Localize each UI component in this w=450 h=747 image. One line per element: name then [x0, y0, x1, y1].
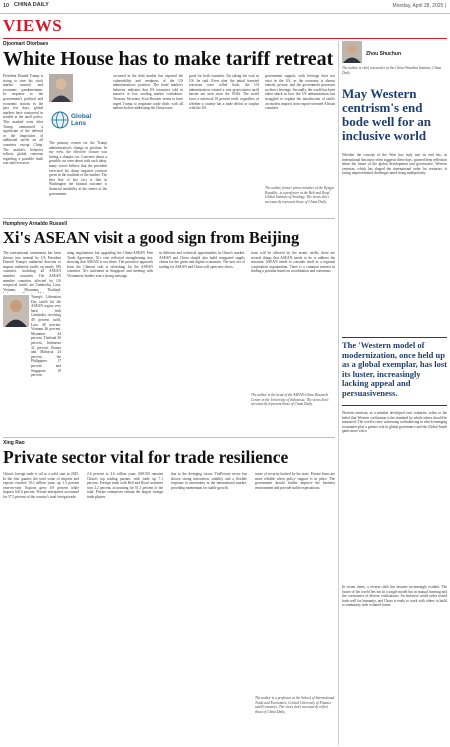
article-body-col: good for both countries. I'm taking the wait as US. he said. Even after the initial frenzied reactions were rolled back, the US administration created a vast protectionist tariff barrier not seen since the 1930s. The world faces a universal 10 percent tariff, regardless of whether a country has a trade deficit or surplus with the US. — [189, 74, 259, 111]
article-body-col: President Donald Trump is trying to save his stock market turmoil and economic pandemonium. In response to the government's political and economic actions in the past few days, global markets have contracted in trouble at the tariff policy. This marked even after Trump announced a significant of the deferral or the imposition of additional tariffs on all countries except China. The market's behavior reflects global concerns regarding a possible trade war and recession. — [3, 74, 43, 166]
dateline: Monday, April 28, 2025 | — [392, 3, 446, 9]
article-byline: Djoomart Otorbaev — [3, 41, 49, 47]
divider — [3, 437, 335, 438]
article-headline: Xi's ASEAN visit a good sign from Beijing — [3, 228, 300, 247]
article-asean — [3, 221, 335, 435]
divider — [3, 218, 335, 219]
author-photo — [342, 41, 362, 63]
author-bio: The author is a professor at the School of International Trade and Economics, Central University of Finance and Economics. The views don't necessarily reflect those of China Daily. — [255, 696, 335, 714]
author-bio: The author is chief researcher at the China-Wenzhou Institute, China Daily — [342, 66, 442, 75]
article-body-col: tions will be affected by the erratic tariffs, there are several things that ASEAN needs to do to address the situation. ASEAN needs to consider itself as a regional cooperation organization. There is a common interest in finding a position based on coordination and consensus. — [251, 251, 335, 274]
pull-quote-rule — [342, 405, 447, 406]
article-body-col: occurred in the debt market has exposed the vulnerability and weakness of the US administration's position. The bond market's behavior indicates that US treasuries sold in massive at low, eroding market confidence. Treasury Secretary Scott Bessent seems to have urged Trump to negotiate trade deals with all nations before addressing the China issue. — [113, 74, 183, 111]
section-title: VIEWS — [3, 16, 63, 35]
article-body-col: line to the diverging forces. ThePrivate sector has shown strong innovation, stability and a flexible response to uncertainty in the international market, providing momentum for stable growth. — [171, 472, 247, 490]
column-divider — [338, 41, 339, 745]
global-lens-label: Global Lens — [71, 113, 92, 127]
article-byline: Xing Rao — [3, 440, 25, 446]
newspaper-logo: CHINA DAILY — [14, 2, 49, 8]
author-bio: The author is the head of the ASEAN-China Research Center in the University of Indonesia. The views don't necessarily represent those of China Daily. — [251, 393, 329, 406]
article-byline: Zhou Shuchun — [366, 51, 401, 57]
author-photo — [3, 295, 29, 327]
article-headline: White House has to make tariff retreat — [3, 48, 334, 70]
article-body-col: China's foreign trade is off to a solid start in 2025. In the first quarter, the total value of imports and exports reached 10.3 trillion yuan, up 1.3 percent year-on-year. Exports grew 6.9 percent while imports fell 6 percent. Private enterprises accounted for 57.3 percent of the country's total foreign trade. — [3, 472, 79, 499]
article-tariff — [3, 41, 335, 216]
page-number: 10 — [3, 3, 10, 9]
article-body-col: Western centrism, as a mindset developed over centuries, refers to the belief that Western civilization is the standard by which others should be measured. The world is now witnessing a rebalancing in which emerging economies play a greater role in global governance and the Global South gains more voice. — [342, 411, 447, 434]
article-body-col: In recent times, a reverse shift has become increasingly evident. The future of the world lies not in a single model but in mutual learning and the coexistence of diverse civilizations. An inclusive world order would bode well for humanity, and China is ready to work with others to build a community with a shared future. — [342, 585, 447, 608]
global-lens-logo — [49, 103, 99, 137]
article-headline: Private sector vital for trade resilience — [3, 447, 289, 467]
article-body-col: The international community has been thrown into turmoil by US President Donald Trump's unilateral decision to impose unilateral tariffs on nearly 180 countries, including all ASEAN member countries. The ASEAN member countries affected by US reciprocal tariffs are Cambodia, Laos, Vietnam, Myanmar, Thailand, — [3, 251, 61, 292]
pull-quote: The 'Western model of modernization, once held up as a global exemplar, has lost its luster, increasingly lacking appeal and persuasiveness. — [342, 341, 447, 398]
globe-icon — [51, 111, 69, 129]
author-bio: The author, former prime minister of the Kyrgyz Republic, is a professor at the Belt and Road Global Institute of Sinology. The views don't necessarily represent those of China Daily. — [265, 186, 334, 204]
article-private-sector — [3, 440, 335, 745]
article-byline: Humphrey Arnaldo Russell — [3, 221, 67, 227]
article-body-col: The primary reason for the Trump administration's change in position. In my view, the effective closure was hitting a sharper cut. Concerns about a possible cut were about with such ideas, many voices believe that the president exercised his sharp negative reaction given in the tradition of the market. The best line of key fact is that in Washington the rational outcome is financial instability at the center of the government. — [49, 141, 107, 196]
masthead — [0, 0, 450, 14]
article-body-col: sense of security backed by the state. Private firms are more reliable when policy support is in place. The government should further improve the business environment and provide stable expectations. — [255, 472, 335, 490]
article-body-col: ating negotiations but upgrading the China-ASEAN Free Trade Agreement. Xi's visit reflected strengthening ties, showing that ASEAN is not alone. The proactive approach from the Chinese side is refreshing for the ASEAN countries. Xi's statement in Singapore and meeting with Vietnamese leaders sent a strong message. — [67, 251, 153, 278]
author-photo — [49, 74, 73, 102]
article-body-col: Trump's Liberation Day tariffs hit the ASEAN region very hard, with Cambodia receiving 49 percent tariff, Laos 48 percent, Vietnam 46 percent, Myanmar 44 percent, Thailand 36 percent, Indonesia 32 percent, Brunei and Malaysia 24 percent, the Philippines 17 percent and Singapore 10 percent. — [31, 295, 61, 378]
pull-quote-rule — [342, 337, 447, 338]
article-body-col: government support, with leverage does not exist in the US, as the economy is almost entirely private, and the government possesses no direct leverage. Secondly, the world has been taken aback in how the US administration has struggled to explain the introduction of tariffs on modest imports from export-oriented African countries. — [265, 74, 335, 111]
article-headline: May Western centrism's end bode well for an inclusive world — [342, 86, 431, 143]
article-body-col: in different and technical opportunities in China's market. ASEAN and China should also build integrated supply chains for the green and digital economies. The new era of trading for ASEAN and China will open new doors. — [159, 251, 245, 269]
article-body-col: 2.6 percent to 3.6 trillion yuan. ASEAN remains China's top trading partner, with trade up 7.1 percent. Foreign trade with Belt and Road countries rose 2.2 percent, accounting for 51.1 percent of the total. Private enterprises remain the largest foreign trade players. — [87, 472, 163, 499]
section-rule — [3, 38, 447, 39]
article-body-col: Whether the concept of the West has truly met its end has, as international discourse often suggests these days, spurred deep reflection about the future of the global development and governance. Western centrism, which has shaped the international order for centuries, is facing unprecedented challenges amid rising multipolarity. — [342, 153, 447, 176]
article-western-centrism — [342, 41, 447, 745]
